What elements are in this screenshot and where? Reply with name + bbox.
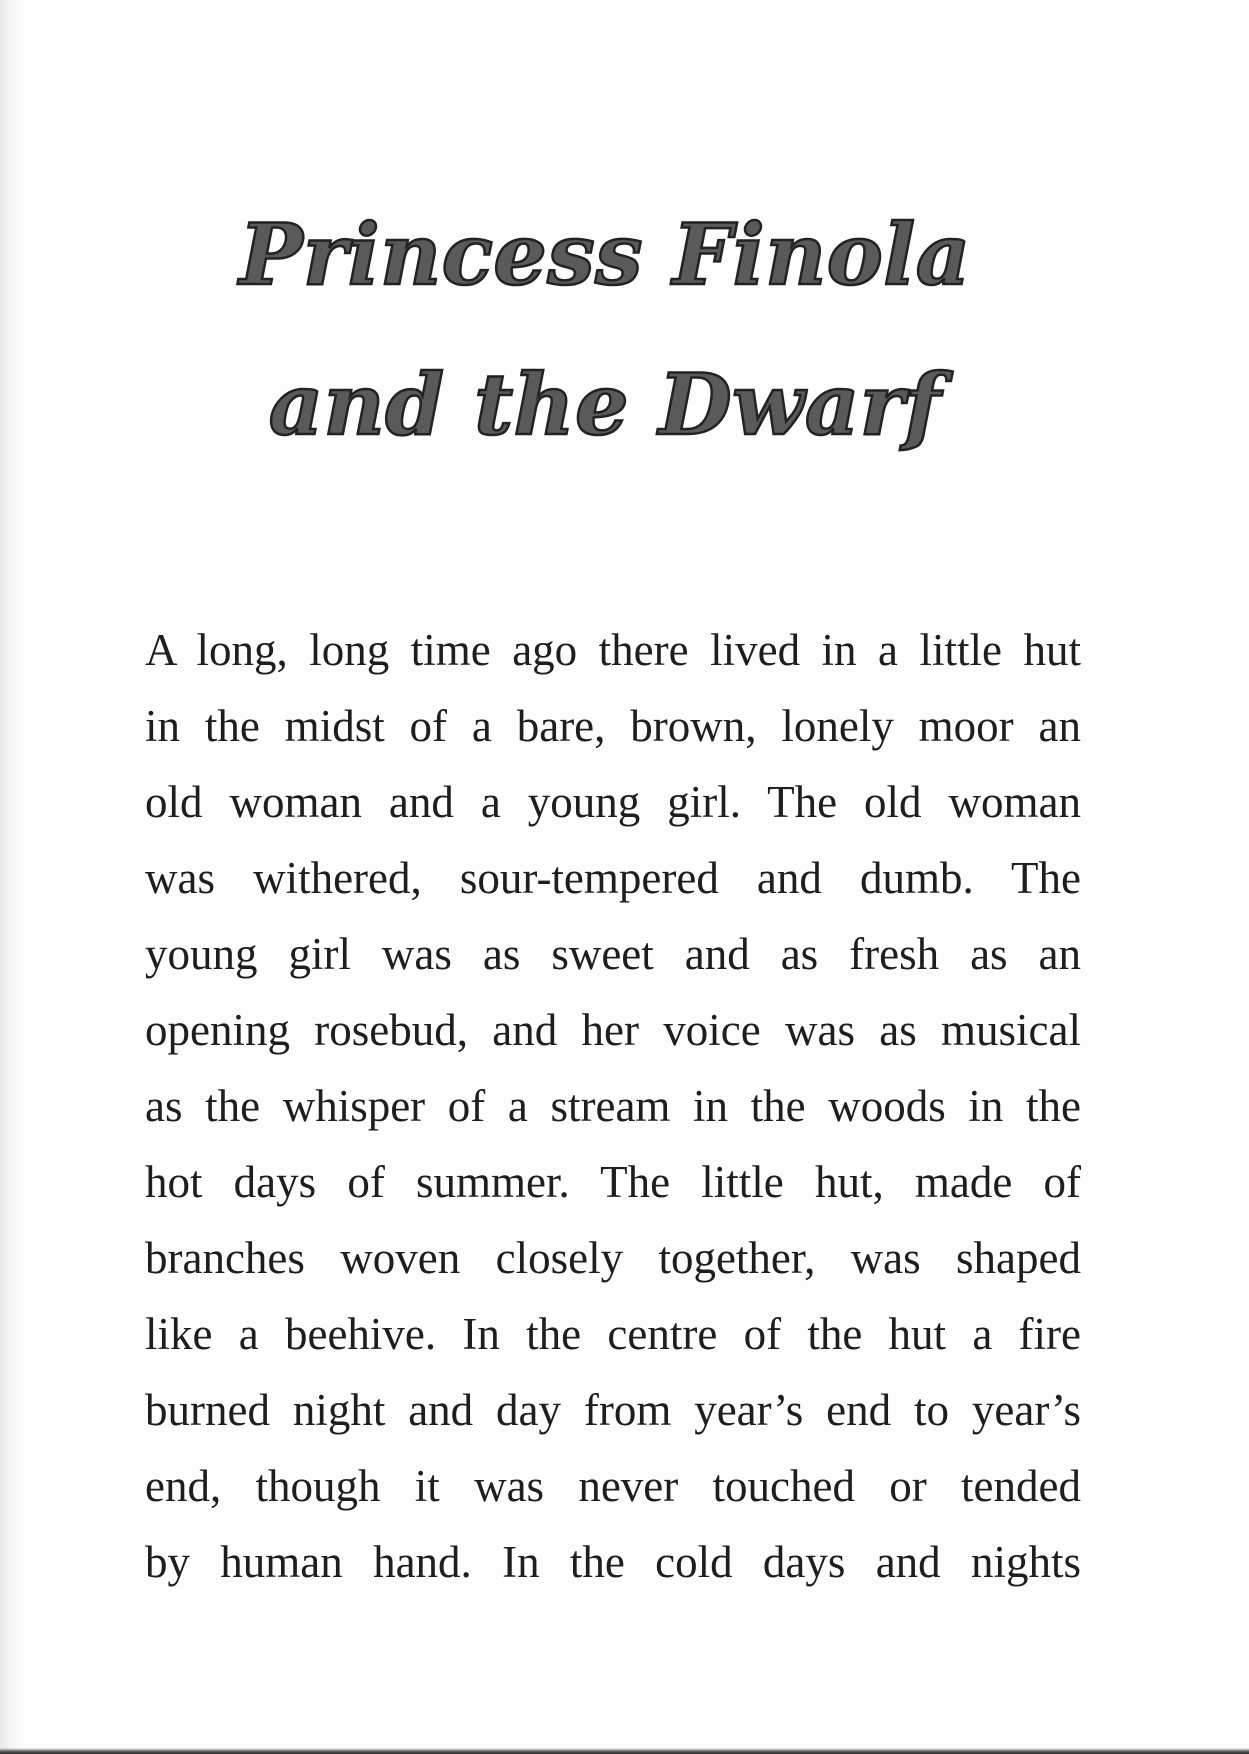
story-title-line-2: and the Dwarf [268,355,942,454]
paragraph-line: A long, long time ago there lived in a little hut [145,625,1081,675]
paragraph-line: young girl was as sweet and as fresh as an [145,929,1081,979]
paragraph-line: end, though it was never touched or tended [145,1461,1081,1511]
story-title-line-1: Princess Finola [239,205,971,304]
paragraph-line: old woman and a young girl. The old woman [145,777,1081,827]
story-title [0,180,1210,480]
story-paragraph [145,612,1081,1600]
paragraph-line: branches woven closely together, was shaped [145,1233,1081,1283]
paragraph-line: burned night and day from year’s end to year’s [145,1385,1081,1435]
paragraph-line: hot days of summer. The little hut, made of [145,1157,1081,1207]
paragraph-line: like a beehive. In the centre of the hut a fire [145,1309,1081,1359]
page-bottom-edge [0,1748,1249,1754]
paragraph-line: by human hand. In the cold days and nights [145,1537,1081,1587]
paragraph-line: in the midst of a bare, brown, lonely moor an [145,701,1081,751]
paragraph-line: opening rosebud, and her voice was as musical [145,1005,1081,1055]
paragraph-line: as the whisper of a stream in the woods in the [145,1081,1081,1131]
paragraph-line: was withered, sour-tempered and dumb. The [145,853,1081,903]
